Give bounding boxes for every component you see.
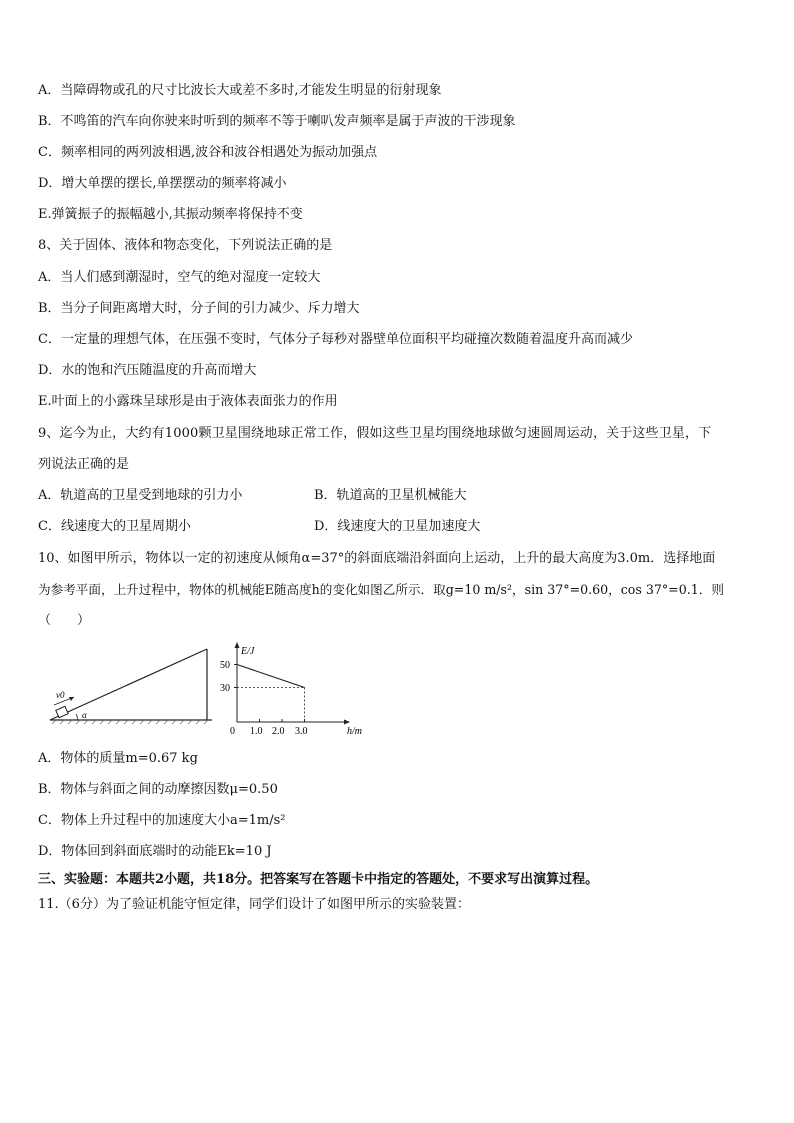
q10-figure-svg (44, 642, 374, 744)
x-tick-1: 1.0 (250, 726, 263, 737)
y-axis-arrow (235, 642, 240, 648)
y-tick-50: 50 (220, 660, 230, 671)
x-tick-0: 0 (230, 726, 235, 737)
q10-stem-line2: 为参考平面，上升过程中，物体的机械能E随高度h的变化如图乙所示．取g=10 m/s²，sin 37°=0.60，cos 37°=0.1．则 (38, 582, 724, 597)
q7-option-e: E.弹簧振子的振幅越小,其振动频率将保持不变 (38, 207, 303, 222)
q9-stem-line2: 列说法正确的是 (38, 457, 130, 472)
x-tick-2: 2.0 (272, 726, 285, 737)
q9-option-b: B．轨道高的卫星机械能大 (314, 488, 467, 503)
section3-heading: 三、实验题：本题共2小题，共18分。把答案写在答题卡中指定的答题处，不要求写出演算过程。 (38, 872, 599, 887)
x-axis-label: h/m (347, 726, 362, 737)
x-tick-3: 3.0 (295, 726, 308, 737)
eh-graph (220, 642, 362, 737)
x-axis-arrow (344, 720, 350, 725)
q10-option-b: B．物体与斜面之间的动摩擦因数μ=0.50 (38, 782, 278, 797)
q9-option-a: A．轨道高的卫星受到地球的引力小 (38, 488, 243, 503)
q9-stem-line1: 9、迄今为止，大约有1000颗卫星围绕地球正常工作，假如这些卫星均围绕地球做匀速圆周运动，关于这些卫星，下 (38, 426, 712, 441)
y-tick-30: 30 (220, 683, 230, 694)
q7-option-b: B．不鸣笛的汽车向你驶来时听到的频率不等于喇叭发声频率是属于声波的干涉现象 (38, 114, 516, 129)
q10-option-a: A．物体的质量m=0.67 kg (38, 751, 198, 766)
q10-option-d: D．物体回到斜面底端时的动能Ek=10 J (38, 844, 272, 859)
q7-option-d: D．增大单摆的摆长,单摆摆动的频率将减小 (38, 176, 287, 191)
v0-label: v0 (56, 690, 65, 700)
eh-marks (234, 665, 305, 723)
q7-option-c: C．频率相同的两列波相遇,波谷和波谷相遇处为振动加强点 (38, 145, 378, 160)
q8-option-c: C．一定量的理想气体，在压强不变时，气体分子每秒对器壁单位面积平均碰撞次数随着温度升高而减少 (38, 332, 633, 347)
q10-option-c: C．物体上升过程中的加速度大小a=1m/s² (38, 813, 286, 828)
q9-option-c: C．线速度大的卫星周期小 (38, 519, 191, 534)
q8-option-d: D．水的饱和汽压随温度的升高而增大 (38, 363, 257, 378)
q11-stem: 11.（6分）为了验证机能守恒定律，同学们设计了如图甲所示的实验装置： (38, 897, 470, 912)
q10-figure (44, 642, 374, 744)
q9-option-d: D．线速度大的卫星加速度大 (314, 519, 481, 534)
q10-stem-line3: （ ） (38, 613, 91, 628)
alpha-label: α (82, 710, 87, 720)
q8-option-e: E.叶面上的小露珠呈球形是由于液体表面张力的作用 (38, 394, 338, 409)
q10-stem-line1: 10、如图甲所示，物体以一定的初速度从倾角α=37°的斜面底端沿斜面向上运动，上升的最大高度为3.0m．选择地面 (38, 551, 716, 566)
incline-slope (50, 649, 207, 720)
alpha-arc (76, 714, 78, 720)
q7-option-a: A．当障碍物或孔的尺寸比波长大或差不多时,才能发生明显的衍射现象 (38, 83, 442, 98)
energy-line (237, 665, 305, 688)
q8-stem: 8、关于固体、液体和物态变化，下列说法正确的是 (38, 238, 333, 253)
incline-diagram (50, 649, 212, 724)
q8-option-a: A．当人们感到潮湿时，空气的绝对湿度一定较大 (38, 270, 321, 285)
q8-option-b: B．当分子间距离增大时，分子间的引力减少、斥力增大 (38, 301, 360, 316)
y-axis-label: E/J (241, 646, 255, 657)
